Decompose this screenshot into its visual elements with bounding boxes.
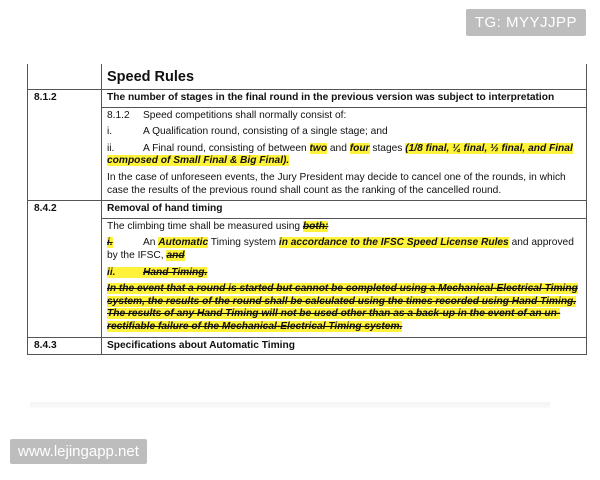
highlighted-text: Automatic: [158, 237, 209, 249]
rule-number: 8.4.3: [28, 337, 102, 355]
clause-text: and approved by the IFSC,: [107, 237, 574, 261]
clause-number: i.: [107, 126, 113, 138]
clause-text: Timing system: [208, 237, 279, 249]
clause-text: Speed competitions shall normally consist of:: [143, 109, 347, 121]
site-watermark-badge: www.lejingapp.net: [10, 439, 147, 464]
telegram-watermark-badge: TG: MYYJJPP: [466, 9, 586, 36]
clause-number: ii.: [107, 142, 115, 154]
rule-number: 8.1.2: [28, 90, 102, 201]
rule-line: In the case of unforeseen events, the Jury President may decide to cancel one of the rounds, in which case the results of the previous round shall count as the ranking of the cancelled round.: [107, 171, 566, 196]
rule-body: [102, 107, 587, 201]
header-number-cell: [28, 64, 102, 90]
deleted-paragraph: In the event that a round is started but cannot be completed using a Mechanical-Electrical Timing system, the results of the round shall be calculated using the times recorded using Hand Timing. The results of any Hand Timing will not be used other than as a back-up in the event of an un-rectifiable failure of the Mechanical-Electrical Timing system.: [107, 283, 578, 332]
deleted-clause-text: Hand Timing.: [143, 266, 208, 278]
rule-heading: The number of stages in the final round in the previous version was subject to interpretation: [102, 90, 587, 108]
clause-number-wrap: [107, 237, 143, 250]
table-header-row: [28, 64, 587, 90]
section-title: Speed Rules: [102, 64, 587, 90]
clause-text: A Final round, consisting of between: [143, 142, 310, 154]
deleted-clause-number: ii.: [107, 266, 116, 278]
rule-line: [107, 237, 581, 262]
clause-text: and: [327, 142, 350, 154]
rule-line: [107, 110, 581, 123]
rule-line: [107, 267, 581, 280]
highlighted-text: four: [349, 142, 370, 154]
rule-line: [107, 143, 581, 168]
deleted-clause-number: i.: [107, 237, 113, 249]
table-row: [28, 218, 587, 337]
rule-heading: Specifications about Automatic Timing: [102, 337, 587, 355]
highlighted-text: in accordance to the IFSC Speed License Rules: [278, 237, 509, 249]
table-row: [28, 337, 587, 355]
clause-text: The climbing time shall be measured using: [107, 220, 303, 232]
rule-line: [107, 221, 581, 234]
rule-number: 8.4.2: [28, 201, 102, 337]
deleted-text: [107, 267, 207, 278]
clause-text: stages: [369, 142, 406, 154]
deleted-text: and: [166, 249, 185, 261]
rule-heading: Removal of hand timing: [102, 201, 587, 219]
rules-comparison-table: [27, 64, 587, 355]
clause-number: 8.1.2: [107, 109, 130, 121]
rule-line: [107, 283, 581, 333]
table-row: [28, 90, 587, 108]
clause-text: An: [143, 237, 159, 249]
highlighted-text: (1/8 final, ¼ final, ½ final, and Final composed of Small Final & Big Final).: [107, 142, 573, 167]
faded-page-edge: [30, 402, 550, 408]
clause-text: A Qualification round, consisting of a single stage; and: [143, 126, 388, 138]
deleted-text: both:: [302, 220, 329, 232]
highlighted-text: two: [309, 142, 328, 154]
rule-line: [107, 126, 581, 139]
table-row: [28, 107, 587, 201]
table-row: [28, 201, 587, 219]
rule-body: [102, 218, 587, 337]
